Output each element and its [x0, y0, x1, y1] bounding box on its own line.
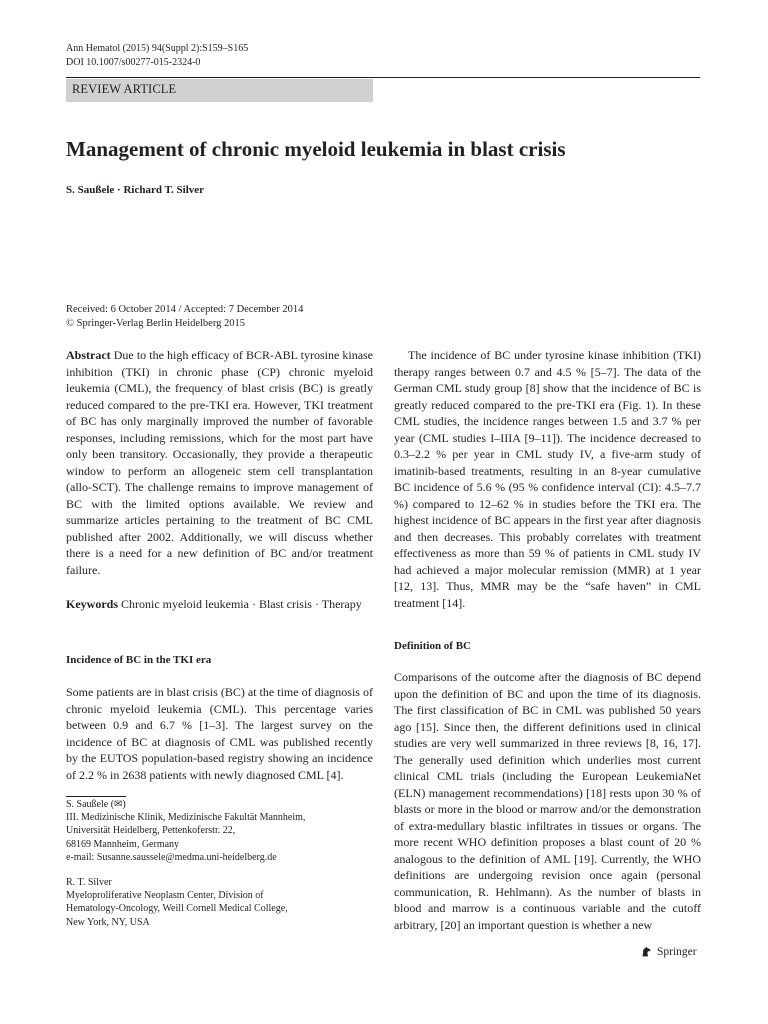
copyright-line: © Springer-Verlag Berlin Heidelberg 2015 [66, 318, 246, 329]
affiliation-line: Myeloproliferative Neoplasm Center, Division of [66, 890, 264, 902]
incidence-text: Some patients are in blast crisis (BC) at the time of diagnosis of chronic myeloid leukemia (CML). This percentage varies between 0.9 and 6.7 % [1–3]. The largest survey on the incidence of BC at diagnosis of CML was published recently by the EUTOS population-based registry showing an incidence of 2.2 % in 2638 patients with newly diagnosed CML [4]. [66, 685, 373, 782]
incidence-paragraph [66, 684, 373, 783]
springer-horse-icon [640, 945, 653, 958]
keywords-label: Keywords [66, 597, 118, 611]
definition-paragraph [394, 669, 701, 933]
abstract-text: Due to the high efficacy of BCR-ABL tyrosine kinase inhibition (TKI) in chronic phase (CP) chronic myeloid leukemia (CML), the frequency of blast crisis (BC) is greatly reduced compared to the pre-TKI era. However, TKI treatment of BC has only marginally improved the number of favorable responses, including remissions, which for the most part have only been transitory. Occasionally, they provide a therapeutic window to perform an allogeneic stem cell transplantation (allo-SCT). The challenge remains to improve management of BC with the limited options available. We review and summarize articles pertaining to the treatment of BC CML published after 2002. Additionally, we will discuss whether there is a need for a new definition of BC and/or treatment failure. [66, 348, 374, 577]
definition-text: Comparisons of the outcome after the diagnosis of BC depend upon the definition of BC and upon the time of its diagnosis. The first classification of BC in CML was published 50 years ago [15]. Since then, the different definitions used in clinical studies are very well summarized in three reviews [8, 16, 17]. The generally used definition which underlies most current clinical CML trials (including the European LeukemiaNet (ELN) management recommendations) [18] rests upon 30 % of blasts or more in the blood or marrow and/or the demonstration of extra-medullary blastic infiltrates in tissues or organs. The more recent WHO definition proposes a blast count of 20 % analogous to the definition of AML [19]. Currently, the WHO definitions are undergoing revision once again (personal communication, R. Hehlmann). As the number of blasts in blood and marrow is a continuous variable and the cutoff arbitrary, [20] an important question is whether a new [394, 670, 701, 932]
abstract [66, 347, 373, 578]
journal-citation: Ann Hematol (2015) 94(Suppl 2):S159–S165 [66, 43, 249, 54]
affiliation-line: III. Medizinische Klinik, Medizinische Fakultät Mannheim, [66, 812, 306, 824]
publisher-mark [640, 945, 697, 958]
keywords [66, 596, 373, 613]
affiliation-name: S. Saußele (✉) [66, 799, 126, 810]
affiliation-line: Hematology-Oncology, Weill Cornell Medical College, [66, 903, 288, 915]
publisher-name: Springer [657, 945, 697, 958]
section-label: REVIEW ARTICLE [72, 82, 177, 96]
doi: DOI 10.1007/s00277-015-2324-0 [66, 57, 201, 68]
affiliation-silver [66, 876, 373, 929]
keywords-text: Chronic myeloid leukemia · Blast crisis · Therapy [121, 597, 362, 611]
section-heading-definition: Definition of BC [394, 640, 471, 652]
footnote-rule [66, 796, 126, 797]
received-dates [66, 303, 303, 331]
authors: S. Saußele · Richard T. Silver [66, 184, 205, 196]
header-rule [66, 77, 700, 78]
article-title: Management of chronic myeloid leukemia in blast crisis [66, 137, 566, 161]
affiliation-line: 68169 Mannheim, Germany [66, 838, 180, 850]
affiliation-line: New York, NY, USA [66, 916, 150, 928]
section-heading-incidence: Incidence of BC in the TKI era [66, 654, 212, 666]
received-line: Received: 6 October 2014 / Accepted: 7 December 2014 [66, 304, 304, 315]
right-incidence-text: The incidence of BC under tyrosine kinase inhibition (TKI) therapy ranges between 0.7 and 4.5 % [5–7]. The data of the German CML study group [8] show that the incidence of BC is greatly reduced compared to the pre-TKI era (Fig. 1). In these CML studies, the incidence ranges between 1.5 and 3.7 % per year (CML studies I–IIIA [9–11]). The incidence decreased to 0.3–2.2 % per year in CML study IV, a five-arm study of imatinib-based treatments, resulting in an 8-year cumulative BC incidence of 5.6 % (95 % confidence interval (CI): 4.5–7.7 %) compared to 12–62 % in studies before the TKI era. The highest incidence of BC appears in the first year after diagnosis and then decreases. This probably correlates with treatment effectiveness as more than 59 % of patients in CML study IV had achieved a major molecular remission (MMR) at 1 year [12, 13]. Thus, MMR may be the “safe haven” in CML treatment [14]. [394, 348, 701, 610]
affiliation-sausele [66, 798, 373, 864]
affiliation-name: R. T. Silver [66, 877, 112, 888]
right-incidence-paragraph [394, 347, 701, 611]
affiliation-line: Universität Heidelberg, Pettenkoferstr. 22, [66, 825, 236, 837]
affiliation-email[interactable]: e-mail: Susanne.saussele@medma.uni-heidelberg.de [66, 851, 277, 863]
abstract-label: Abstract [66, 348, 111, 362]
